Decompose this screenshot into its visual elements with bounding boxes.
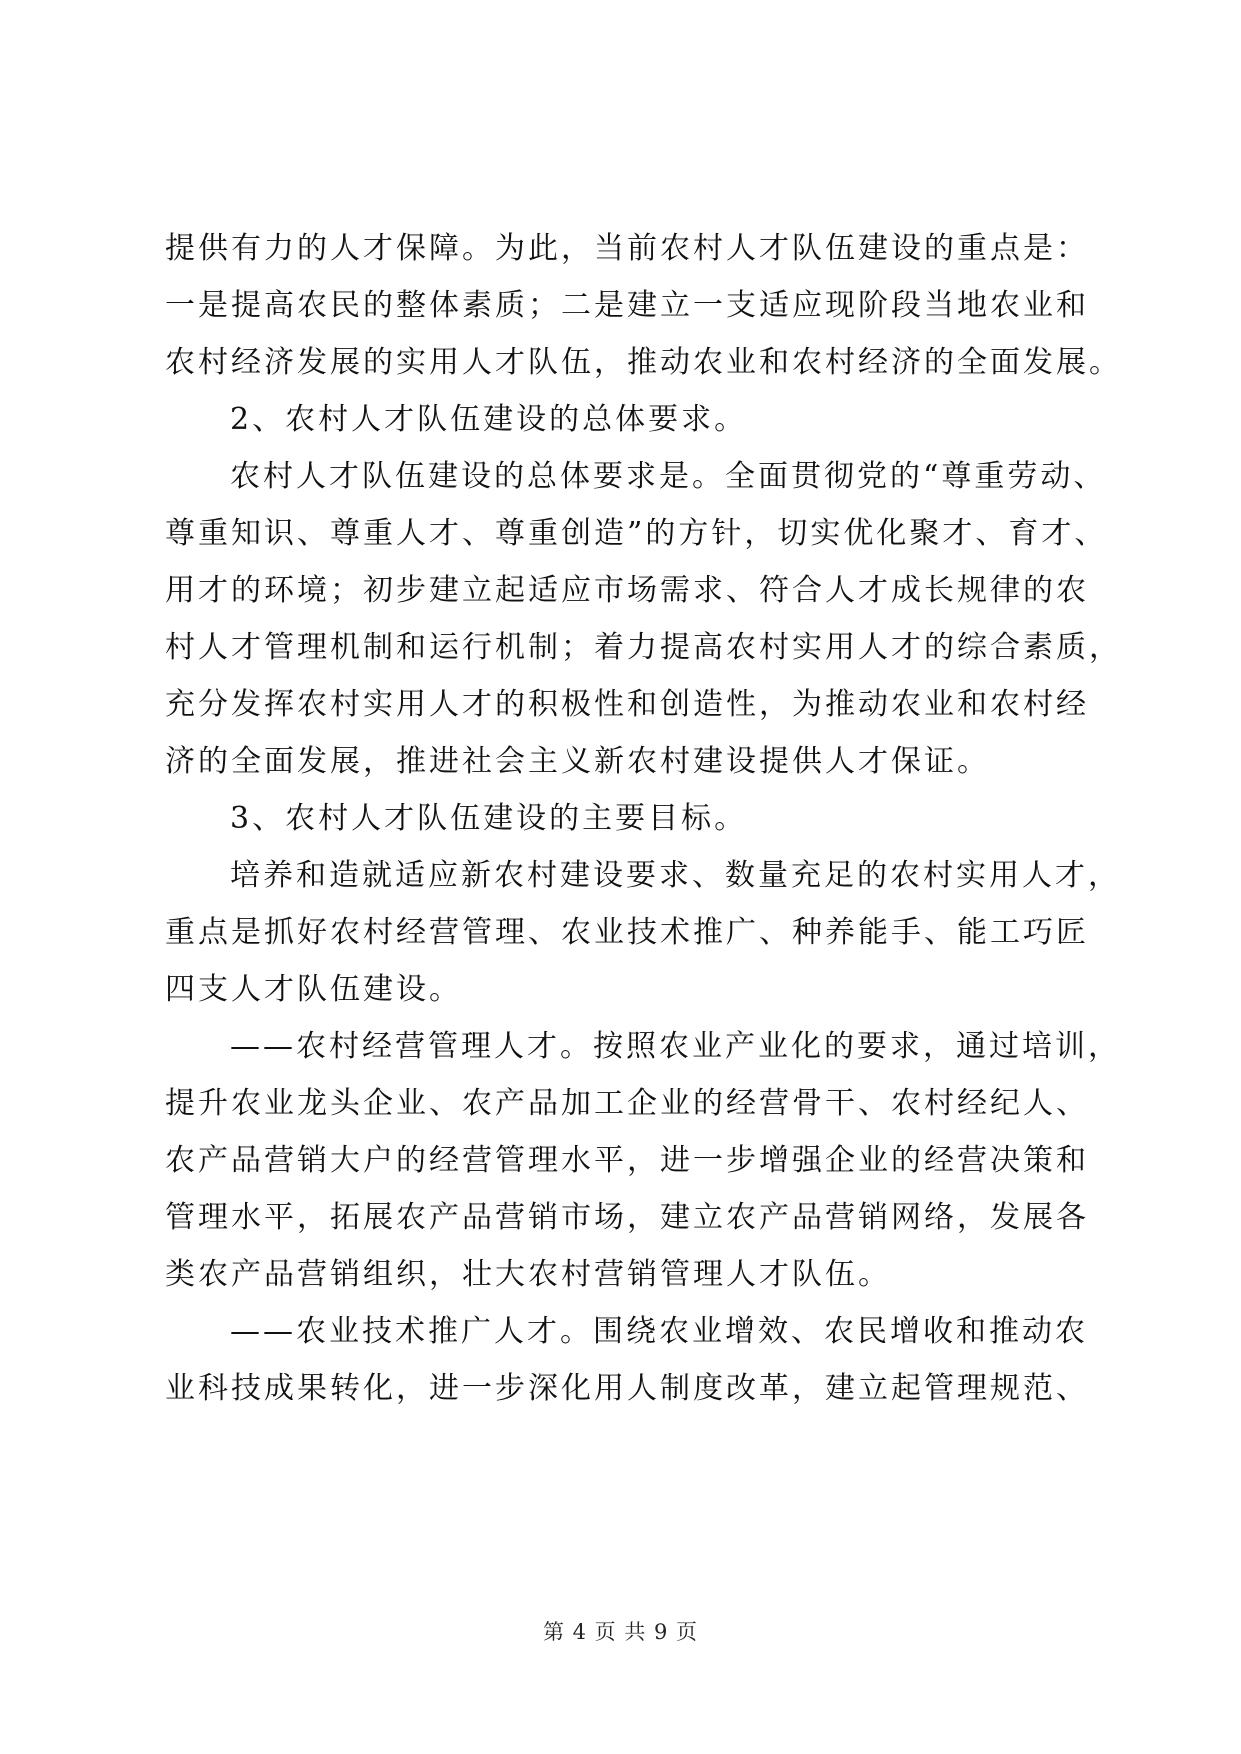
document-body	[165, 220, 1125, 1417]
text-line: 农村人才队伍建设的总体要求是。全面贯彻党的“尊重劳动、	[230, 459, 1107, 494]
text-line: 尊重知识、尊重人才、尊重创造”的方针，切实优化聚才、育才、	[165, 516, 1108, 551]
text-line: ——农村经营管理人才。按照农业产业化的要求，通过培训，	[230, 1029, 1121, 1064]
text-line: 四支人才队伍建设。	[165, 972, 462, 1007]
text-line: 村人才管理机制和运行机制；着力提高农村实用人才的综合素质，	[165, 630, 1122, 665]
text-line: 农产品营销大户的经营管理水平，进一步增强企业的经营决策和	[165, 1143, 1089, 1178]
text-line: 管理水平，拓展农产品营销市场，建立农产品营销网络，发展各	[165, 1200, 1089, 1235]
section-heading: 3、农村人才队伍建设的主要目标。	[230, 801, 748, 836]
page-footer: 第 4 页 共 9 页	[542, 1620, 699, 1644]
section-heading: 2、农村人才队伍建设的总体要求。	[230, 402, 748, 437]
text-line: 济的全面发展，推进社会主义新农村建设提供人才保证。	[165, 744, 990, 779]
text-line: 用才的环境；初步建立起适应市场需求、符合人才成长规律的农	[165, 573, 1089, 608]
text-line: 一是提高农民的整体素质；二是建立一支适应现阶段当地农业和	[165, 288, 1089, 323]
text-line: 提供有力的人才保障。为此，当前农村人才队伍建设的重点是：	[165, 231, 1089, 266]
text-line: ——农业技术推广人才。围绕农业增效、农民增收和推动农	[230, 1314, 1088, 1349]
text-line: 类农产品营销组织，壮大农村营销管理人才队伍。	[165, 1257, 891, 1292]
text-line: 业科技成果转化，进一步深化用人制度改革，建立起管理规范、	[165, 1371, 1089, 1406]
text-line: 培养和造就适应新农村建设要求、数量充足的农村实用人才，	[230, 858, 1121, 893]
text-line: 提升农业龙头企业、农产品加工企业的经营骨干、农村经纪人、	[165, 1086, 1089, 1121]
text-line: 农村经济发展的实用人才队伍，推动农业和农村经济的全面发展。	[165, 345, 1122, 380]
text-line: 重点是抓好农村经营管理、农业技术推广、种养能手、能工巧匠	[165, 915, 1089, 950]
text-line: 充分发挥农村实用人才的积极性和创造性，为推动农业和农村经	[165, 687, 1089, 722]
